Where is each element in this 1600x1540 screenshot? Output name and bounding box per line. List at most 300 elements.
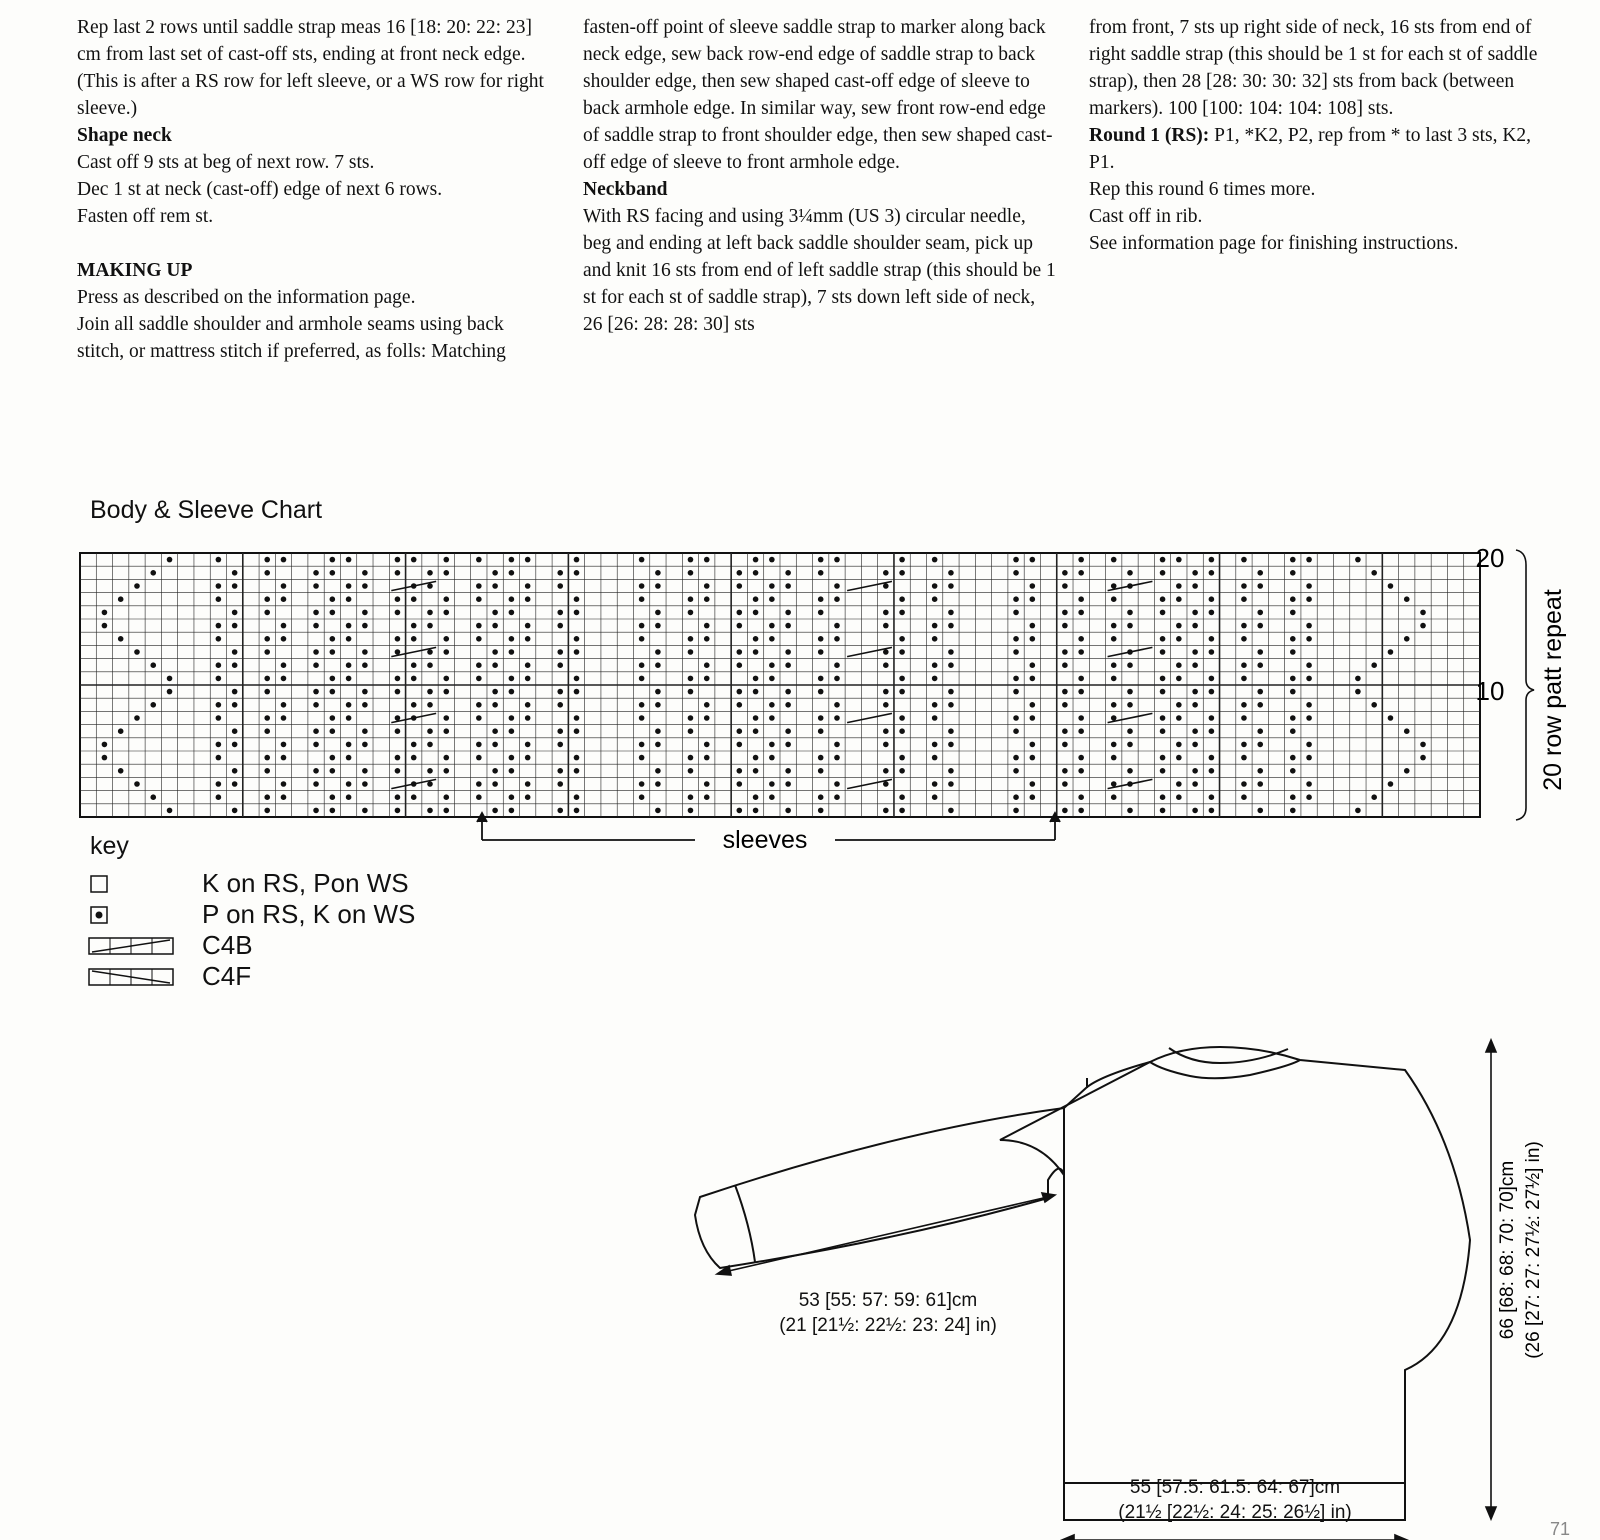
purl-dot xyxy=(557,742,563,748)
purl-dot xyxy=(655,623,661,629)
purl-dot xyxy=(1078,689,1084,695)
purl-dot xyxy=(769,662,775,668)
purl-dot xyxy=(1420,755,1426,761)
purl-dot xyxy=(1388,649,1394,655)
purl-dot xyxy=(1013,649,1019,655)
purl-dot xyxy=(883,570,889,576)
purl-dot xyxy=(1078,649,1084,655)
purl-dot xyxy=(655,781,661,787)
purl-dot xyxy=(1257,649,1263,655)
purl-dot xyxy=(1290,649,1296,655)
purl-dot xyxy=(1030,557,1036,563)
paragraph: Join all saddle shoulder and armhole seams using back stitch, or mattress stitch if preferred, as folls: Matching xyxy=(77,314,506,362)
purl-dot xyxy=(395,649,401,655)
row-label-10: 10 xyxy=(1475,676,1505,706)
purl-dot xyxy=(1062,742,1068,748)
purl-dot xyxy=(1160,715,1166,721)
purl-dot xyxy=(1355,676,1361,682)
purl-dot xyxy=(1290,596,1296,602)
paragraph: Fasten off rem st. xyxy=(77,206,214,227)
purl-dot xyxy=(1127,702,1133,708)
purl-dot xyxy=(525,583,531,589)
purl-dot xyxy=(899,794,905,800)
chart-title: Body & Sleeve Chart xyxy=(90,496,323,524)
purl-dot xyxy=(1371,794,1377,800)
purl-dot xyxy=(899,596,905,602)
purl-dot xyxy=(1306,715,1312,721)
purl-dot xyxy=(948,768,954,774)
purl-dot xyxy=(1078,808,1084,814)
purl-dot xyxy=(525,636,531,642)
purl-dot xyxy=(834,755,840,761)
purl-dot xyxy=(346,702,352,708)
purl-dot xyxy=(1111,715,1117,721)
purl-dot xyxy=(1209,728,1215,734)
purl-dot xyxy=(557,808,563,814)
purl-dot xyxy=(1290,768,1296,774)
purl-dot xyxy=(1062,781,1068,787)
purl-dot xyxy=(411,662,417,668)
purl-dot xyxy=(150,794,156,800)
purl-dot xyxy=(753,808,759,814)
row-label-20: 20 xyxy=(1475,543,1505,573)
purl-dot xyxy=(1290,610,1296,616)
purl-dot xyxy=(948,808,954,814)
purl-dot xyxy=(492,781,498,787)
purl-dot xyxy=(1127,610,1133,616)
purl-dot xyxy=(509,676,515,682)
purl-dot xyxy=(948,781,954,787)
purl-dot xyxy=(1062,610,1068,616)
purl-dot xyxy=(639,781,645,787)
purl-dot xyxy=(443,676,449,682)
purl-dot xyxy=(1030,623,1036,629)
purl-dot xyxy=(1257,702,1263,708)
purl-dot xyxy=(1355,808,1361,814)
purl-dot xyxy=(818,715,824,721)
purl-dot xyxy=(313,728,319,734)
purl-dot xyxy=(948,649,954,655)
purl-dot xyxy=(655,702,661,708)
purl-dot xyxy=(1111,742,1117,748)
purl-dot xyxy=(216,755,222,761)
cable-c4f-icon xyxy=(88,965,178,989)
purl-dot xyxy=(1127,623,1133,629)
purl-dot xyxy=(574,636,580,642)
purl-dot xyxy=(118,596,124,602)
purl-dot xyxy=(330,715,336,721)
round-label: Round 1 (RS): xyxy=(1089,125,1210,146)
purl-dot xyxy=(1111,781,1117,787)
purl-dot xyxy=(525,662,531,668)
purl-dot xyxy=(411,702,417,708)
purl-dot xyxy=(411,596,417,602)
purl-dot xyxy=(1013,755,1019,761)
purl-dot xyxy=(655,649,661,655)
purl-dot xyxy=(1013,768,1019,774)
purl-dot xyxy=(1127,662,1133,668)
purl-dot xyxy=(216,715,222,721)
purl-dot xyxy=(1062,728,1068,734)
purl-dot xyxy=(1013,808,1019,814)
purl-dot xyxy=(476,742,482,748)
purl-dot xyxy=(1290,728,1296,734)
purl-dot xyxy=(948,702,954,708)
purl-dot xyxy=(264,676,270,682)
purl-dot xyxy=(1306,623,1312,629)
section-heading: Shape neck xyxy=(77,125,172,146)
purl-dot xyxy=(1257,742,1263,748)
purl-dot xyxy=(1111,702,1117,708)
purl-dot xyxy=(932,557,938,563)
purl-dot xyxy=(427,649,433,655)
purl-dot xyxy=(655,742,661,748)
purl-dot xyxy=(395,768,401,774)
purl-dot xyxy=(330,728,336,734)
purl-dot xyxy=(264,610,270,616)
purl-dot xyxy=(1241,676,1247,682)
purl-dot xyxy=(362,808,368,814)
purl-dot xyxy=(476,596,482,602)
purl-dot xyxy=(785,649,791,655)
purl-dot xyxy=(769,596,775,602)
purl-dot xyxy=(769,781,775,787)
purl-dot xyxy=(264,755,270,761)
purl-dot xyxy=(281,636,287,642)
purl-dot xyxy=(443,715,449,721)
purl-dot xyxy=(134,649,140,655)
sleeves-label: sleeves xyxy=(722,826,808,854)
purl-dot xyxy=(1111,623,1117,629)
purl-dot xyxy=(737,610,743,616)
purl-dot xyxy=(476,557,482,563)
purl-dot xyxy=(753,715,759,721)
key-item-c4f xyxy=(88,961,488,991)
purl-dot xyxy=(948,570,954,576)
purl-dot xyxy=(1241,702,1247,708)
purl-dot xyxy=(704,781,710,787)
purl-dot xyxy=(1062,768,1068,774)
purl-dot xyxy=(769,742,775,748)
purl-dot xyxy=(818,557,824,563)
purl-dot xyxy=(411,557,417,563)
purl-dot xyxy=(346,636,352,642)
purl-dot xyxy=(492,742,498,748)
purl-dot xyxy=(427,768,433,774)
purl-dot xyxy=(492,623,498,629)
purl-dot xyxy=(655,689,661,695)
purl-dot xyxy=(330,794,336,800)
purl-dot xyxy=(313,781,319,787)
repeat-label: 20 row patt repeat xyxy=(1539,589,1567,791)
purl-dot xyxy=(704,676,710,682)
purl-dot xyxy=(753,610,759,616)
purl-dot xyxy=(899,768,905,774)
purl-dot xyxy=(818,689,824,695)
purl-dot xyxy=(443,557,449,563)
paragraph: Cast off in rib. xyxy=(1089,206,1203,227)
purl-dot xyxy=(492,702,498,708)
purl-dot xyxy=(362,742,368,748)
purl-dot xyxy=(1192,768,1198,774)
purl-dot xyxy=(264,649,270,655)
purl-dot xyxy=(655,570,661,576)
purl-dot xyxy=(1111,636,1117,642)
purl-dot xyxy=(753,557,759,563)
purl-dot xyxy=(509,596,515,602)
purl-dot xyxy=(264,596,270,602)
purl-dot xyxy=(1306,557,1312,563)
purl-dot xyxy=(232,768,238,774)
purl-dot xyxy=(1290,557,1296,563)
purl-dot xyxy=(785,623,791,629)
purl-dot xyxy=(232,649,238,655)
purl-dot xyxy=(704,715,710,721)
purl-dot xyxy=(1160,808,1166,814)
purl-dot xyxy=(362,768,368,774)
purl-dot xyxy=(557,623,563,629)
purl-dot xyxy=(818,636,824,642)
purl-dot xyxy=(411,623,417,629)
paragraph: fasten-off point of sleeve saddle strap to marker along back neck edge, sew back row-end edge of saddle strap to back shoulder edge, then sew shaped cast-off edge of sleeve to back armhole edge. In similar way, sew front row-end edge of saddle strap to front shoulder edge, then sew shaped cast-off edge of sleeve to front armhole edge. xyxy=(583,17,1053,173)
purl-dot xyxy=(688,808,694,814)
purl-dot xyxy=(1257,689,1263,695)
purl-dot xyxy=(395,570,401,576)
purl-dot xyxy=(932,676,938,682)
purl-dot xyxy=(574,557,580,563)
paragraph: With RS facing and using 3¼mm (US 3) circular needle, beg and ending at left back saddle shoulder seam, pick up and knit 16 sts from end of left saddle strap (this should be 1 st for each st of saddle strap), 7 sts down left side of neck, 26 [26: 28: 28: 30] sts xyxy=(583,206,1056,335)
purl-dot xyxy=(883,662,889,668)
purl-dot xyxy=(883,781,889,787)
purl-dot xyxy=(1192,610,1198,616)
purl-dot xyxy=(232,583,238,589)
purl-dot xyxy=(688,794,694,800)
purl-dot xyxy=(834,583,840,589)
purl-dot xyxy=(427,808,433,814)
purl-dot xyxy=(1111,794,1117,800)
purl-dot xyxy=(509,755,515,761)
purl-dot xyxy=(1176,623,1182,629)
purl-dot xyxy=(1078,596,1084,602)
purl-dot xyxy=(150,570,156,576)
purl-dot xyxy=(883,808,889,814)
purl-dot xyxy=(834,623,840,629)
sleeve-in: (21 [21½: 22½: 23: 24] in) xyxy=(779,1315,997,1336)
purl-dot xyxy=(264,715,270,721)
purl-dot xyxy=(834,794,840,800)
purl-dot xyxy=(443,808,449,814)
purl-dot xyxy=(492,610,498,616)
purl-dot xyxy=(362,649,368,655)
purl-dot xyxy=(557,649,563,655)
purl-dot xyxy=(1290,715,1296,721)
purl-dot xyxy=(525,742,531,748)
purl-dot xyxy=(411,755,417,761)
purl-dot xyxy=(1257,662,1263,668)
purl-dot xyxy=(899,557,905,563)
purl-dot xyxy=(395,728,401,734)
cable-c4b-icon xyxy=(88,934,178,958)
purl-dot xyxy=(1209,570,1215,576)
purl-dot xyxy=(1078,794,1084,800)
purl-dot xyxy=(1127,728,1133,734)
purl-symbol-icon xyxy=(88,903,178,927)
purl-dot xyxy=(232,728,238,734)
purl-dot xyxy=(216,662,222,668)
purl-dot xyxy=(232,742,238,748)
purl-dot xyxy=(102,742,108,748)
purl-dot xyxy=(1355,557,1361,563)
purl-dot xyxy=(704,623,710,629)
purl-dot xyxy=(330,596,336,602)
purl-dot xyxy=(1371,662,1377,668)
purl-dot xyxy=(1306,596,1312,602)
purl-dot xyxy=(476,794,482,800)
width-cm: 55 [57.5: 61.5: 64: 67]cm xyxy=(1129,1477,1341,1498)
purl-dot xyxy=(443,794,449,800)
purl-dot xyxy=(1062,702,1068,708)
purl-dot xyxy=(1241,755,1247,761)
purl-dot xyxy=(167,676,173,682)
purl-dot xyxy=(362,702,368,708)
purl-dot xyxy=(1111,596,1117,602)
purl-dot xyxy=(346,742,352,748)
purl-dot xyxy=(330,636,336,642)
purl-dot xyxy=(1078,636,1084,642)
purl-dot xyxy=(1192,649,1198,655)
purl-dot xyxy=(1257,623,1263,629)
purl-dot xyxy=(948,583,954,589)
cable-line xyxy=(847,713,892,722)
purl-dot xyxy=(1030,794,1036,800)
purl-dot xyxy=(639,623,645,629)
purl-dot xyxy=(509,728,515,734)
purl-dot xyxy=(427,742,433,748)
purl-dot xyxy=(281,702,287,708)
purl-dot xyxy=(150,662,156,668)
sweater-schematic xyxy=(695,1047,1470,1520)
purl-dot xyxy=(509,570,515,576)
purl-dot xyxy=(1111,557,1117,563)
purl-dot xyxy=(346,596,352,602)
purl-dot xyxy=(574,715,580,721)
purl-dot xyxy=(330,610,336,616)
purl-dot xyxy=(639,702,645,708)
purl-dot xyxy=(216,676,222,682)
purl-dot xyxy=(362,781,368,787)
purl-dot xyxy=(232,781,238,787)
purl-dot xyxy=(525,676,531,682)
purl-dot xyxy=(1176,583,1182,589)
key-label: C4B xyxy=(202,930,253,960)
purl-dot xyxy=(362,610,368,616)
purl-dot xyxy=(509,689,515,695)
purl-dot xyxy=(834,702,840,708)
purl-dot xyxy=(395,794,401,800)
purl-dot xyxy=(362,662,368,668)
section-heading: MAKING UP xyxy=(77,260,193,281)
purl-dot xyxy=(264,636,270,642)
purl-dot xyxy=(427,610,433,616)
purl-dot xyxy=(899,649,905,655)
purl-dot xyxy=(932,636,938,642)
purl-dot xyxy=(1176,781,1182,787)
purl-dot xyxy=(932,662,938,668)
purl-dot xyxy=(1062,649,1068,655)
purl-dot xyxy=(281,742,287,748)
purl-dot xyxy=(932,715,938,721)
purl-dot xyxy=(1306,794,1312,800)
purl-dot xyxy=(557,768,563,774)
purl-dot xyxy=(118,768,124,774)
purl-dot xyxy=(346,623,352,629)
purl-dot xyxy=(818,610,824,616)
purl-dot xyxy=(167,557,173,563)
purl-dot xyxy=(134,715,140,721)
purl-dot xyxy=(574,676,580,682)
purl-dot xyxy=(948,742,954,748)
purl-dot xyxy=(1306,755,1312,761)
purl-dot xyxy=(216,557,222,563)
purl-dot xyxy=(346,781,352,787)
purl-dot xyxy=(1192,781,1198,787)
purl-dot xyxy=(948,728,954,734)
purl-dot xyxy=(574,755,580,761)
purl-dot xyxy=(102,610,108,616)
purl-dot xyxy=(411,676,417,682)
purl-dot xyxy=(1306,742,1312,748)
purl-dot xyxy=(1209,596,1215,602)
purl-dot xyxy=(785,742,791,748)
purl-dot xyxy=(1241,794,1247,800)
purl-dot xyxy=(753,649,759,655)
purl-dot xyxy=(1209,557,1215,563)
purl-dot xyxy=(395,755,401,761)
purl-dot xyxy=(1030,636,1036,642)
purl-dot xyxy=(932,702,938,708)
purl-dot xyxy=(281,596,287,602)
purl-dot xyxy=(330,755,336,761)
purl-dot xyxy=(1062,570,1068,576)
purl-dot xyxy=(1209,610,1215,616)
purl-dot xyxy=(557,583,563,589)
purl-dot xyxy=(834,636,840,642)
paragraph: Press as described on the information page. xyxy=(77,287,416,308)
purl-dot xyxy=(688,755,694,761)
purl-dot xyxy=(753,596,759,602)
purl-dot xyxy=(150,702,156,708)
purl-dot xyxy=(443,755,449,761)
purl-dot xyxy=(313,623,319,629)
purl-dot xyxy=(574,610,580,616)
purl-dot xyxy=(818,728,824,734)
purl-dot xyxy=(216,781,222,787)
purl-dot xyxy=(476,636,482,642)
purl-dot xyxy=(704,755,710,761)
purl-dot xyxy=(313,768,319,774)
purl-dot xyxy=(753,570,759,576)
purl-dot xyxy=(313,649,319,655)
purl-dot xyxy=(313,742,319,748)
paragraph: Dec 1 st at neck (cast-off) edge of next 6 rows. xyxy=(77,179,443,200)
purl-dot xyxy=(1030,781,1036,787)
sleeve-cm: 53 [55: 57: 59: 61]cm xyxy=(798,1290,978,1311)
purl-dot xyxy=(1078,610,1084,616)
purl-dot xyxy=(704,583,710,589)
purl-dot xyxy=(1176,715,1182,721)
purl-dot xyxy=(281,794,287,800)
purl-dot xyxy=(753,689,759,695)
